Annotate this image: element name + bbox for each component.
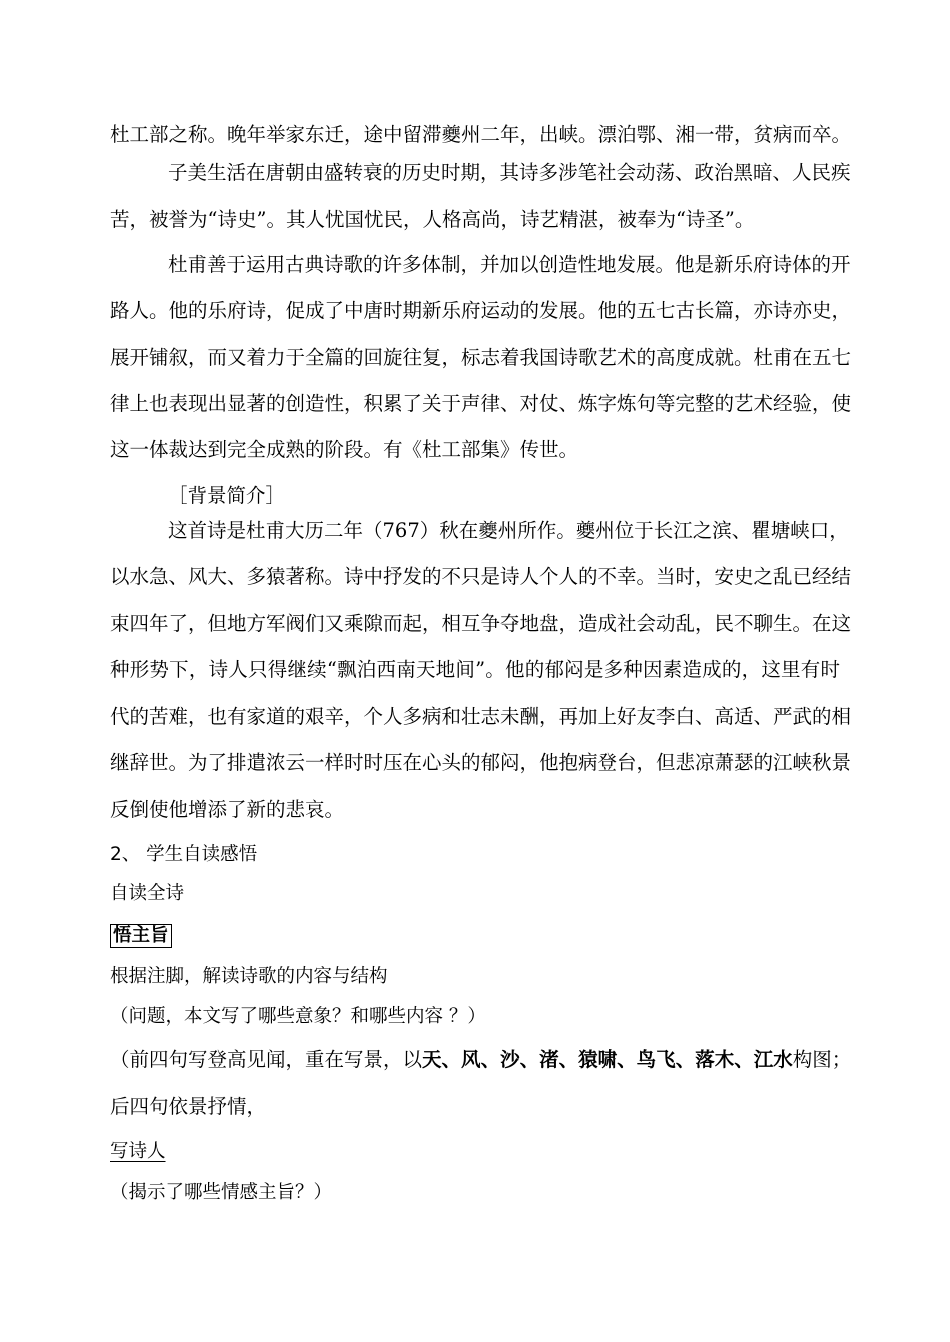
image-separator: 、 [519,1048,540,1071]
image-separator: 、 [617,1048,637,1071]
step-2-heading: 2、 学生自读感悟 [110,844,258,865]
theme-heading [110,922,172,948]
image-word: 风 [461,1048,481,1071]
bio-paragraph-3-line-1: 杜甫善于运用古典诗歌的许多体制，并加以创造性地发展。他是新乐府诗体的开 [168,253,851,276]
second-half-line: 后四句依景抒情， [110,1095,267,1118]
answer-prefix: （前四句写登高见闻，重在写景，以 [110,1048,423,1071]
background-line-3: 束四年了，但地方军阀们又乘隙而起，相互争夺地盘，造成社会动乱，民不聊生。在这 [110,612,852,635]
bio-paragraph-2-line-2: 苦，被誉为“诗史”。其人忧国忧民，人格高尚，诗艺精湛，被奉为“诗圣”。 [110,208,755,231]
instruction-line: 根据注脚，解读诗歌的内容与结构 [110,966,388,987]
theme-box: 悟主旨 [110,924,172,948]
answer-suffix: 构图； [792,1048,852,1071]
read-all-line: 自读全诗 [110,883,185,904]
image-word: 渚 [539,1048,559,1071]
image-separator: 、 [480,1048,501,1071]
bio-line-1: 杜工部之称。晚年举家东迁，途中留滞夔州二年，出峡。漂泊鄂、湘一带，贫病而卒。 [110,123,852,146]
write-poet-label: 写诗人 [110,1141,166,1162]
background-line-4: 种形势下，诗人只得继续“飘泊西南天地间”。他的郁闷是多种因素造成的，这里有时 [110,658,840,681]
background-line-2: 以水急、风大、多猿著称。诗中抒发的不只是诗人个人的不幸。当时，安史之乱已经结 [110,565,852,588]
image-separator: 、 [734,1048,754,1071]
image-word: 沙 [500,1048,520,1071]
background-line-6: 继辞世。为了排遣浓云一样时时压在心头的郁闷，他抱病登台，但悲凉萧瑟的江峡秋景 [110,751,852,774]
image-word: 江水 [753,1048,793,1071]
image-separator: 、 [558,1048,579,1071]
bio-paragraph-3-line-3: 展开铺叙，而又着力于全篇的回旋往复，标志着我国诗歌艺术的高度成就。杜甫在五七 [110,346,852,369]
background-line-7: 反倒使他增添了新的悲哀。 [110,798,345,821]
question-1: （问题，本文写了哪些意象？和哪些内容 ？） [110,1006,486,1027]
image-word: 天 [422,1048,442,1071]
image-word: 猿啸 [578,1048,618,1071]
image-word: 落木 [695,1048,735,1071]
image-word: 鸟飞 [636,1048,676,1071]
write-poet-line [110,1139,166,1165]
bio-paragraph-3-line-2: 路人。他的乐府诗，促成了中唐时期新乐府运动的发展。他的五七古长篇，亦诗亦史， [110,299,852,322]
images-list [422,1048,793,1071]
image-separator: 、 [441,1048,462,1071]
image-separator: 、 [675,1048,696,1071]
background-heading: ［背景简介］ [168,484,286,507]
background-line-1: 这首诗是杜甫大历二年（767）秋在夔州所作。夔州位于长江之滨、瞿塘峡口， [168,519,849,542]
bio-paragraph-2-line-1: 子美生活在唐朝由盛转衰的历史时期，其诗多涉笔社会动荡、政治黑暗、人民疾 [168,161,851,184]
question-2: （揭示了哪些情感主旨？） [110,1182,333,1203]
answer-line [110,1047,851,1073]
background-line-5: 代的苦难，也有家道的艰辛，个人多病和壮志未酬，再加上好友李白、高适、严武的相 [110,705,852,728]
bio-paragraph-3-line-5: 这一体裁达到完全成熟的阶段。有《杜工部集》传世。 [110,438,579,461]
bio-paragraph-3-line-4: 律上也表现出显著的创造性，积累了关于声律、对仗、炼字炼句等完整的艺术经验，使 [110,392,852,415]
